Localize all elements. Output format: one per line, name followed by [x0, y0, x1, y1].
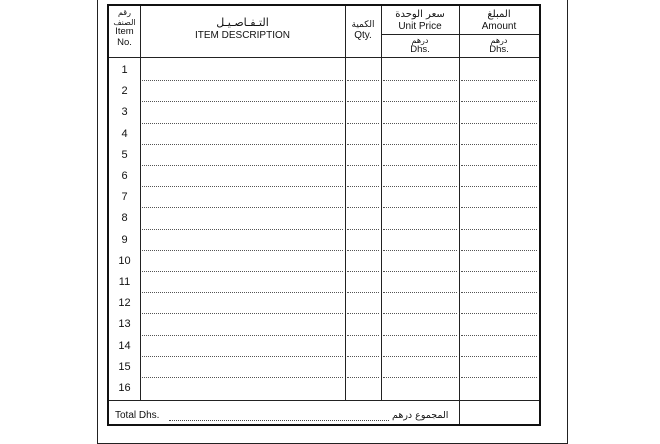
- row-divider: [383, 144, 457, 145]
- invoice-table: [107, 4, 541, 426]
- header-amount: [459, 9, 539, 32]
- header-bottom-line: [109, 57, 539, 58]
- row-divider: [142, 207, 343, 208]
- row-divider: [142, 165, 343, 166]
- row-divider: [461, 356, 537, 357]
- header-amount-currency-ar: درهم: [490, 36, 508, 45]
- row-divider: [461, 292, 537, 293]
- row-divider: [347, 144, 379, 145]
- col-sep-unit-price: [459, 6, 460, 424]
- row-divider: [461, 250, 537, 251]
- row-divider: [383, 123, 457, 124]
- row-divider: [347, 186, 379, 187]
- row-divider: [461, 165, 537, 166]
- row-divider: [461, 123, 537, 124]
- header-item-no-en-1: Item: [115, 26, 134, 38]
- header-qty: [345, 20, 381, 42]
- header-amount-currency: [459, 36, 539, 56]
- row-divider: [383, 165, 457, 166]
- header-qty-en: Qty.: [354, 30, 372, 42]
- row-divider: [347, 250, 379, 251]
- col-sep-item-no: [140, 6, 141, 400]
- row-divider: [383, 313, 457, 314]
- header-amount-en: Amount: [481, 20, 517, 32]
- row-divider: [142, 335, 343, 336]
- header-description-en: ITEM DESCRIPTION: [194, 29, 290, 41]
- row-divider: [383, 335, 457, 336]
- row-divider: [461, 271, 537, 272]
- row-divider: [383, 101, 457, 102]
- header-unit-price: [381, 9, 459, 32]
- row-divider: [347, 356, 379, 357]
- row-divider: [383, 186, 457, 187]
- header-item-no-ar: رقم الصنف: [113, 8, 136, 27]
- row-divider: [347, 80, 379, 81]
- row-number: 9: [121, 233, 128, 246]
- header-description: [140, 17, 345, 41]
- row-divider: [461, 101, 537, 102]
- row-number: 15: [118, 360, 131, 373]
- row-number: 11: [118, 276, 131, 288]
- row-divider: [347, 271, 379, 272]
- header-unit-price-en: Unit Price: [398, 20, 442, 32]
- row-divider: [461, 207, 537, 208]
- header-qty-ar: الكمية: [351, 20, 375, 30]
- row-divider: [347, 377, 379, 378]
- header-unit-price-currency-ar: درهم: [411, 36, 429, 45]
- row-divider: [383, 356, 457, 357]
- row-divider: [461, 80, 537, 81]
- row-divider: [383, 377, 457, 378]
- row-number: 10: [118, 254, 131, 267]
- row-number: 16: [118, 382, 131, 394]
- row-divider: [142, 271, 343, 272]
- row-divider: [142, 101, 343, 102]
- row-divider: [142, 144, 343, 145]
- header-item-no-en-2: No.: [117, 37, 132, 49]
- total-dotted-line: [169, 420, 389, 421]
- header-amount-currency-en: Dhs.: [489, 44, 509, 56]
- row-divider: [142, 313, 343, 314]
- row-divider: [347, 292, 379, 293]
- row-divider: [383, 207, 457, 208]
- total-label-en: Total Dhs.: [115, 410, 160, 421]
- row-divider: [461, 313, 537, 314]
- row-number: 13: [118, 318, 131, 331]
- row-divider: [461, 186, 537, 187]
- header-unit-price-currency: [381, 36, 459, 56]
- row-divider: [347, 123, 379, 124]
- row-number: 1: [121, 64, 128, 76]
- row-divider: [347, 313, 379, 314]
- row-divider: [347, 335, 379, 336]
- header-unit-price-currency-en: Dhs.: [410, 44, 430, 56]
- row-divider: [142, 292, 343, 293]
- col-sep-description: [345, 6, 346, 400]
- row-divider: [383, 250, 457, 251]
- row-divider: [461, 377, 537, 378]
- row-divider: [347, 229, 379, 230]
- row-number: 2: [121, 85, 128, 98]
- row-number: 14: [118, 339, 131, 352]
- row-divider: [142, 229, 343, 230]
- header-subdivider: [381, 34, 539, 35]
- header-unit-price-ar: سعر الوحدة: [395, 9, 445, 20]
- row-divider: [142, 377, 343, 378]
- row-divider: [383, 292, 457, 293]
- row-divider: [142, 356, 343, 357]
- row-divider: [347, 207, 379, 208]
- row-number: 4: [121, 127, 128, 140]
- row-divider: [461, 335, 537, 336]
- row-divider: [383, 80, 457, 81]
- row-divider: [142, 80, 343, 81]
- row-divider: [461, 144, 537, 145]
- row-number: 3: [121, 106, 128, 119]
- row-divider: [383, 271, 457, 272]
- row-divider: [347, 165, 379, 166]
- row-number: 8: [121, 212, 128, 225]
- row-divider: [461, 229, 537, 230]
- row-number: 6: [121, 170, 128, 182]
- header-item-no: [109, 8, 140, 49]
- row-divider: [142, 186, 343, 187]
- total-row-top-line: [109, 400, 539, 401]
- total-label-ar: المجموع درهم: [392, 410, 449, 421]
- col-sep-qty: [381, 6, 382, 400]
- row-divider: [142, 123, 343, 124]
- row-divider: [383, 229, 457, 230]
- row-number: 7: [121, 191, 128, 204]
- row-number: 12: [118, 297, 131, 310]
- header-description-ar: التـفـاصـيـل: [216, 16, 269, 29]
- row-number: 5: [121, 148, 128, 161]
- row-divider: [347, 101, 379, 102]
- row-divider: [142, 250, 343, 251]
- header-amount-ar: المبلغ: [487, 9, 511, 20]
